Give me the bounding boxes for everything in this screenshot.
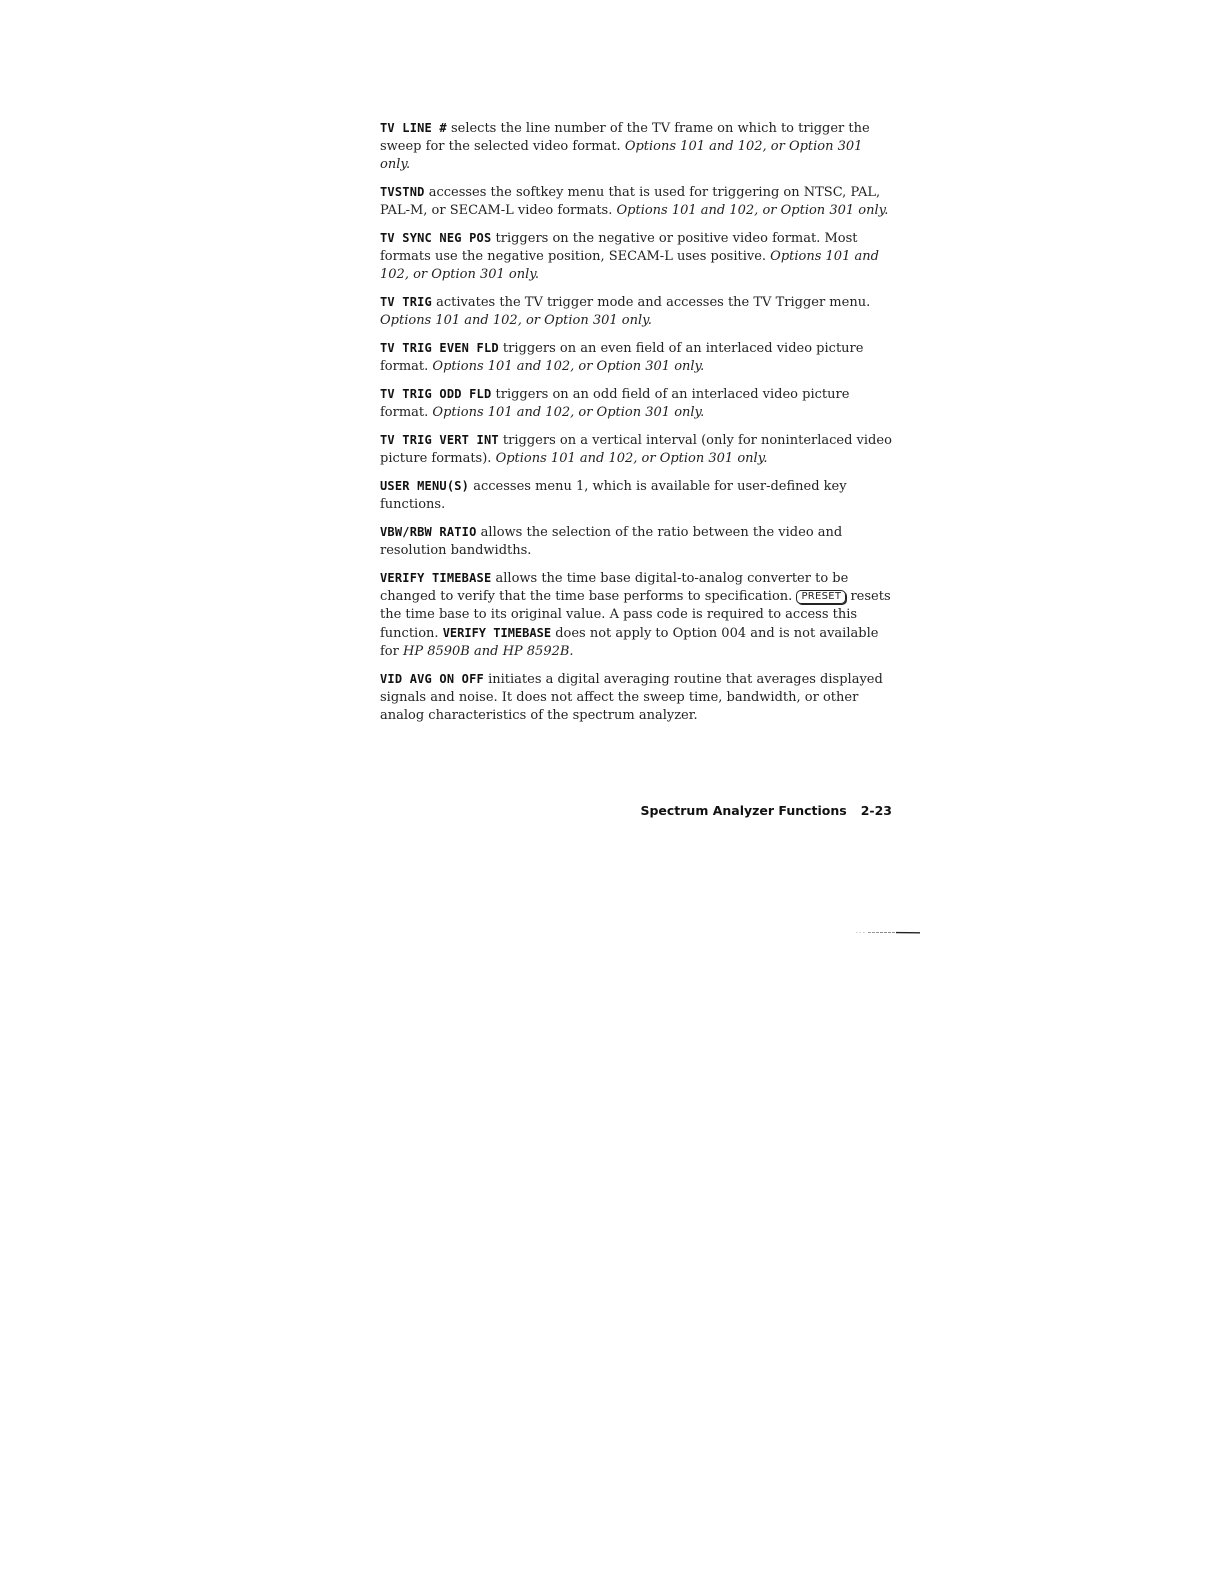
option-note: Options 101 and 102, or Option 301 only. — [380, 313, 652, 328]
entry-tv-trig-odd-fld — [380, 385, 892, 422]
entry-description-tail: does not apply to Option 004 and is not available for — [380, 626, 879, 659]
softkey-label: TV SYNC NEG POS — [380, 231, 492, 245]
option-note: Options 101 and 102, or Option 301 only. — [432, 405, 705, 420]
softkey-label-inline: VERIFY TIMEBASE — [442, 626, 552, 640]
entry-tv-sync-neg-pos — [380, 229, 892, 284]
entry-vbw-rbw-ratio — [380, 523, 892, 560]
glossary-column — [380, 119, 892, 734]
entry-user-menus — [380, 477, 892, 514]
entry-description: accesses the softkey menu that is used for triggering on NTSC, PAL, PAL-M, or SECAM-L video formats. — [380, 185, 881, 218]
preset-hardkey-icon: PRESET — [796, 590, 846, 604]
softkey-label: TV TRIG VERT INT — [380, 433, 499, 447]
entry-tv-trig — [380, 293, 892, 330]
model-note: HP 8590B and HP 8592B. — [403, 644, 574, 659]
softkey-label: TVSTND — [380, 185, 425, 199]
option-note: Options 101 and 102, or Option 301 only. — [495, 451, 768, 466]
entry-description: triggers on an odd field of an interlaced video picture format. — [380, 387, 850, 420]
softkey-label: TV TRIG ODD FLD — [380, 387, 492, 401]
entry-description: accesses menu 1, which is available for user-defined key functions. — [380, 479, 847, 512]
footer-section-title: Spectrum Analyzer Functions — [640, 803, 847, 818]
entry-tv-trig-vert-int — [380, 431, 892, 468]
entry-vid-avg-on-off — [380, 670, 892, 725]
entry-verify-timebase — [380, 569, 892, 661]
entry-description: triggers on an even field of an interlaced video picture format. — [380, 341, 864, 374]
softkey-label: VERIFY TIMEBASE — [380, 571, 492, 585]
softkey-label: TV TRIG EVEN FLD — [380, 341, 499, 355]
entry-description: initiates a digital averaging routine that averages displayed signals and noise. It does not affect the sweep time, bandwidth, or other analog characteristics of the spectrum analyzer. — [380, 672, 883, 723]
entry-description: selects the line number of the TV frame on which to trigger the sweep for the selected video format. — [380, 121, 870, 154]
softkey-label: TV LINE # — [380, 121, 447, 135]
entry-description-continued: resets the time base to its original value. A pass code is required to access this function. — [380, 589, 891, 641]
scan-artifact-line — [856, 931, 920, 934]
softkey-label: USER MENU(S) — [380, 479, 470, 493]
page-footer — [380, 803, 892, 818]
entry-description: triggers on a vertical interval (only for noninterlaced video picture formats). — [380, 433, 892, 466]
entry-description: allows the time base digital-to-analog converter to be changed to verify that the time base performs to specification. — [380, 571, 849, 604]
entry-description: allows the selection of the ratio between the video and resolution bandwidths. — [380, 525, 843, 558]
softkey-label: VBW/RBW RATIO — [380, 525, 477, 539]
option-note: Options 101 and 102, or Option 301 only. — [432, 359, 705, 374]
option-note: Options 101 and 102, or Option 301 only. — [380, 139, 863, 172]
entry-tv-line — [380, 119, 892, 174]
entry-tvstnd — [380, 183, 892, 220]
page-number: 2-23 — [860, 803, 892, 818]
entry-description: triggers on the negative or positive video format. Most formats use the negative position, SECAM-L uses positive. — [380, 231, 858, 264]
option-note: Options 101 and 102, or Option 301 only. — [616, 203, 889, 218]
option-note: Options 101 and 102, or Option 301 only. — [380, 249, 879, 282]
softkey-label: TV TRIG — [380, 295, 432, 309]
entry-tv-trig-even-fld — [380, 339, 892, 376]
softkey-label: VID AVG ON OFF — [380, 672, 484, 686]
entry-description: activates the TV trigger mode and accesses the TV Trigger menu. — [431, 295, 871, 310]
